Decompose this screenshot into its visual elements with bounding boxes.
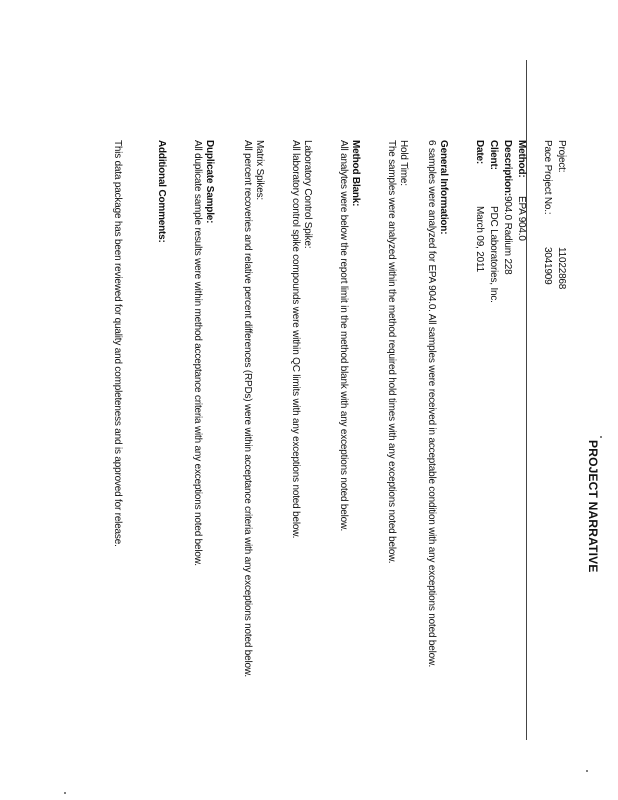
section-laboratory-control-spike	[289, 140, 313, 538]
scan-speck	[64, 792, 66, 794]
section-body: The samples were analyzed within the method required hold times with any exceptions noted below.	[386, 140, 397, 564]
pace-project-value: 3041909	[542, 247, 553, 285]
project-value: 11022868	[556, 247, 567, 290]
date-label: Date:	[474, 140, 485, 165]
section-body: 6 samples were analyzed for EPA 904.0. All samples were received in acceptable condition with any exceptions noted below.	[426, 140, 437, 668]
section-heading: Method Blank:	[350, 140, 361, 207]
section-body: All analytes were below the report limit in the method blank with any exceptions noted below.	[338, 140, 349, 532]
section-heading: Duplicate Sample:	[204, 140, 215, 224]
section-heading: General Information:	[438, 140, 449, 235]
section-heading: Laboratory Control Spike:	[302, 140, 313, 249]
section-heading: Hold Time:	[398, 140, 409, 186]
pace-project-label: Pace Project No.:	[542, 140, 553, 215]
section-general-information	[425, 140, 449, 667]
section-approval-statement	[111, 140, 123, 547]
section-body: All duplicate sample results were within method acceptance criteria with any exceptions noted below.	[192, 140, 203, 566]
scan-speck	[600, 436, 602, 438]
section-body: All percent recoveries and relative percent differences (RPDs) were within acceptance criteria with any exceptions noted below.	[242, 140, 253, 677]
client-label: Client:	[488, 140, 499, 170]
date-value: March 09, 2011	[474, 206, 485, 272]
project-label: Project:	[556, 140, 567, 173]
section-matrix-spikes	[241, 140, 265, 677]
method-label: Method:	[516, 140, 527, 178]
section-heading: Matrix Spikes:	[254, 140, 265, 200]
client-value: PDC Laboratories, Inc.	[488, 206, 499, 303]
section-additional-comments	[155, 140, 167, 243]
description-value: 904.0 Radium 228	[502, 196, 513, 275]
rotated-document	[39, 140, 599, 740]
section-method-blank	[337, 140, 361, 531]
description-label: Description:	[502, 140, 513, 196]
section-body: This data package has been reviewed for quality and completeness and is approved for release.	[112, 140, 123, 547]
section-hold-time	[385, 140, 409, 563]
section-body: All laboratory control spike compounds were within QC limits with any exceptions noted below.	[290, 140, 301, 539]
document-title: PROJECT NARRATIVE	[586, 440, 600, 573]
section-heading: Additional Comments:	[156, 140, 167, 243]
scan-speck	[586, 770, 588, 772]
section-duplicate-sample	[191, 140, 215, 566]
method-value: EPA 904.0	[516, 196, 527, 241]
